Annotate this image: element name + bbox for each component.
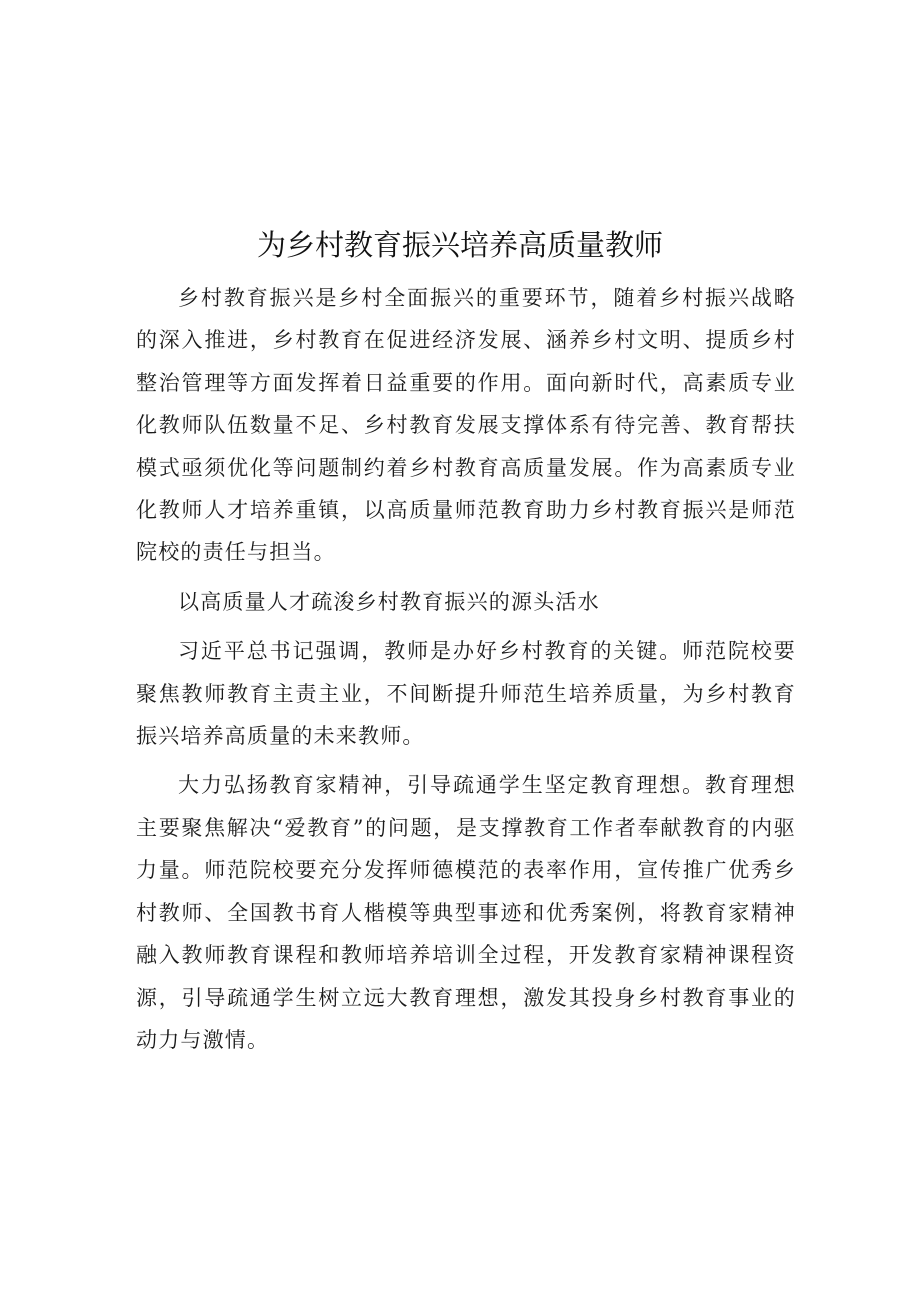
paragraph-key-role: 习近平总书记强调，教师是办好乡村教育的关键。师范院校要聚焦教师教育主责主业，不间断提升师范生培养质量，为乡村教育振兴培养高质量的未来教师。 bbox=[136, 639, 796, 749]
document-title: 为乡村教育振兴培养高质量教师 bbox=[256, 228, 663, 262]
paragraph-educator-spirit: 大力弘扬教育家精神，引导疏通学生坚定教育理想。教育理想主要聚焦解决“爱教育”的问题，是支撑教育工作者奉献教育的内驱力量。师范院校要充分发挥师德模范的表率作用，宣传推广优秀乡村教师、全国教书育人楷模等典型事迹和优秀案例，将教育家精神融入教师教育课程和教师培养培训全过程，开发教育家精神课程资源，引导疏通学生树立远大教育理想，激发其投身乡村教育事业的动力与激情。 bbox=[136, 773, 796, 1052]
paragraph-intro: 乡村教育振兴是乡村全面振兴的重要环节，随着乡村振兴战略的深入推进，乡村教育在促进经济发展、涵养乡村文明、提质乡村整治管理等方面发挥着日益重要的作用。面向新时代，高素质专业化教师队伍数量不足、乡村教育发展支撑体系有待完善、教育帮扶模式亟须优化等问题制约着乡村教育高质量发展。作为高素质专业化教师人才培养重镇，以高质量师范教育助力乡村教育振兴是师范院校的责任与担当。 bbox=[136, 286, 796, 565]
section-heading: 以高质量人才疏浚乡村教育振兴的源头活水 bbox=[178, 589, 600, 614]
document-body bbox=[136, 277, 796, 1061]
